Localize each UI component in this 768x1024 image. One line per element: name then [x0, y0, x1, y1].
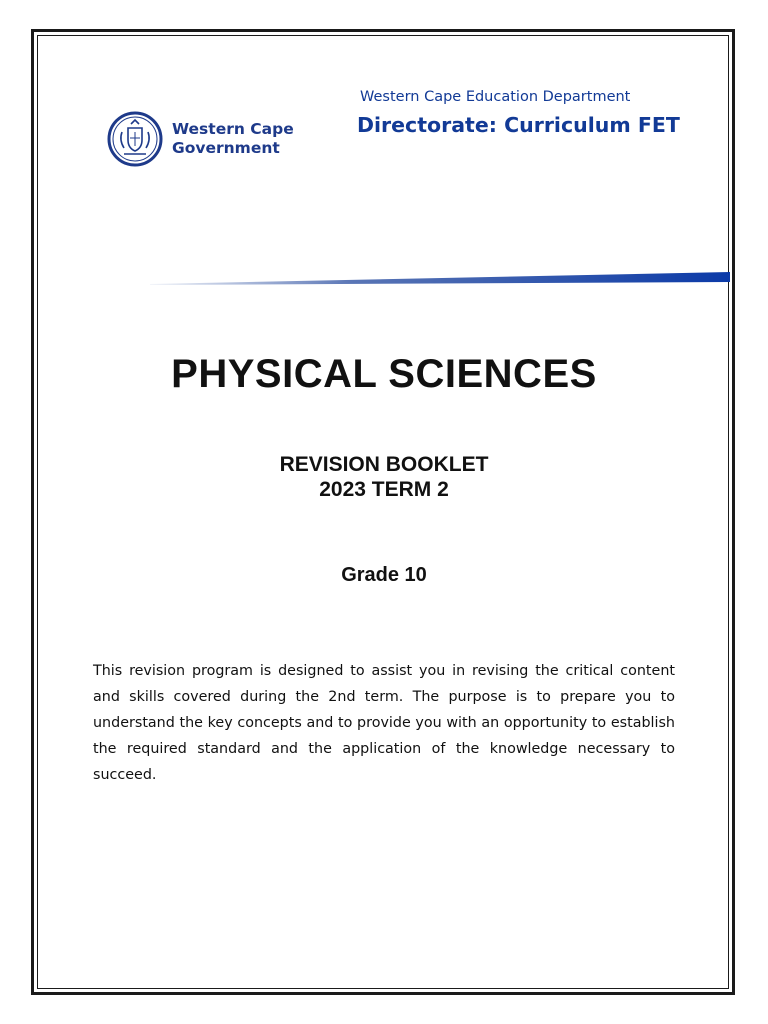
- subtitle-line2: 2023 TERM 2: [319, 478, 449, 501]
- logo-text-line1: Western Cape: [172, 120, 294, 138]
- page-title: PHYSICAL SCIENCES: [171, 352, 597, 396]
- subtitle-line1: REVISION BOOKLET: [279, 453, 489, 476]
- logo-text: [172, 120, 294, 158]
- grade-label: Grade 10: [341, 564, 427, 586]
- page-border-inner: [37, 35, 729, 989]
- government-logo: [106, 110, 294, 168]
- coat-of-arms-icon: [106, 110, 164, 168]
- directorate-name: Directorate: Curriculum FET: [357, 113, 680, 137]
- booklet-subtitle: [0, 452, 768, 502]
- department-name: Western Cape Education Department: [360, 89, 631, 105]
- logo-text-line2: Government: [172, 139, 280, 157]
- header-divider-swoosh: [150, 268, 730, 288]
- intro-paragraph: This revision program is designed to assist you in revising the critical content and skills covered during the 2nd term. The purpose is to prepare you to understand the key concepts and to provide you with an opportunity to establish the required standard and the application of the knowledge necessary to succeed.: [93, 663, 675, 783]
